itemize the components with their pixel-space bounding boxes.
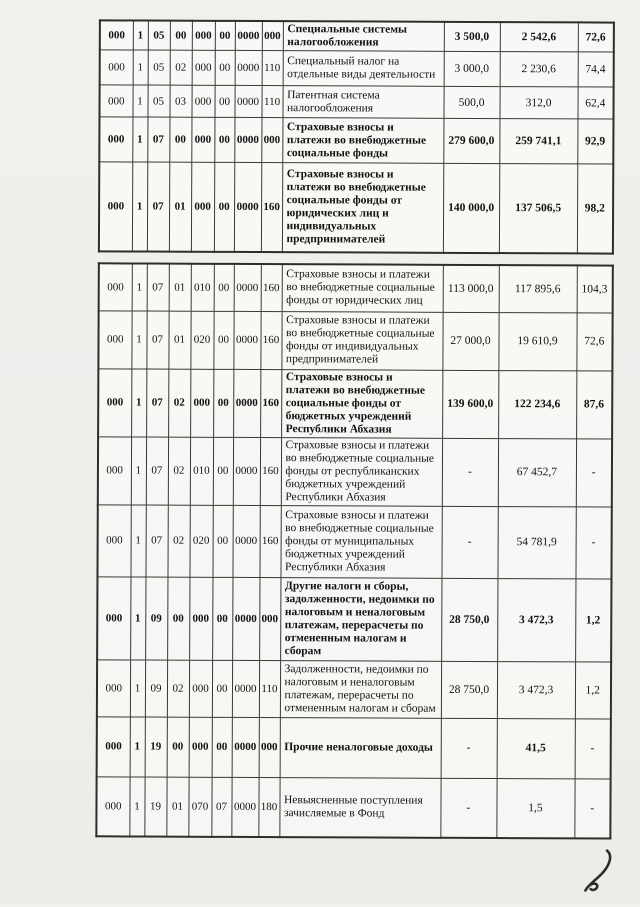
percent-cell: 92,9: [577, 119, 613, 164]
code-cell: 01: [169, 162, 191, 251]
executed-amount-cell: 312,0: [499, 87, 577, 119]
code-cell: 000: [190, 369, 213, 437]
code-cell: 0000: [234, 85, 261, 117]
executed-amount-cell: 2 230,6: [500, 52, 578, 87]
code-cell: 01: [169, 264, 191, 311]
handwritten-page-number: [576, 847, 622, 897]
budget-table-upper-body: [99, 20, 614, 253]
name-cell: Страховые взносы и платежи во внебюджетные социальные фонды от муниципальных бюджетных учреждений Республики Абхазия: [280, 505, 441, 578]
planned-amount-cell: -: [441, 506, 497, 578]
table-row: [98, 436, 612, 506]
code-cell: 01: [166, 777, 188, 837]
percent-cell: -: [575, 506, 611, 578]
code-cell: 000: [189, 717, 212, 777]
code-cell: 19: [144, 777, 166, 837]
percent-cell: 98,2: [577, 164, 613, 253]
percent-cell: 1,2: [575, 661, 611, 718]
name-cell: Страховые взносы и платежи во внебюджетные социальные фонды от бюджетных учреждений Республики Абхазия: [281, 369, 442, 438]
code-cell: 0000: [232, 660, 259, 717]
name-cell: Другие налоги и сборы, задолженности, недоимки по налоговым и неналоговым платежам, перерасчеты по отмененным налогам и сборам: [280, 577, 441, 661]
code-cell: 1: [130, 504, 145, 576]
table-row: [99, 85, 613, 119]
code-cell: 0000: [233, 369, 260, 437]
code-cell: 000: [259, 717, 280, 777]
code-cell: 0000: [232, 505, 259, 577]
code-cell: 0000: [235, 50, 262, 85]
code-cell: 03: [169, 85, 191, 117]
planned-amount-cell: 139 600,0: [442, 370, 498, 438]
code-cell: 00: [214, 264, 234, 311]
code-cell: 1: [132, 117, 147, 162]
code-cell: 000: [191, 162, 214, 251]
executed-amount-cell: 2 542,6: [500, 22, 578, 52]
code-cell: 1: [133, 20, 148, 50]
code-cell: 110: [259, 660, 280, 717]
code-cell: 07: [146, 437, 168, 505]
code-cell: 02: [167, 505, 189, 577]
code-cell: 000: [100, 20, 133, 50]
name-cell: Задолженности, недоимки по налоговым и неналоговым платежам, перерасчеты по отмененным налогам и сборам: [280, 660, 441, 718]
table-row: [97, 504, 611, 578]
name-cell: Страховые взносы и платежи во внебюджетные социальные фонды от индивидуальных предпринимателей: [281, 311, 442, 370]
code-cell: 07: [146, 311, 168, 369]
code-cell: 07: [147, 264, 169, 311]
code-cell: 00: [167, 577, 189, 660]
code-cell: 160: [260, 369, 281, 437]
code-cell: 1: [132, 162, 147, 251]
code-cell: 110: [262, 51, 283, 86]
code-cell: 00: [214, 162, 234, 251]
code-cell: 160: [260, 311, 281, 369]
code-cell: 09: [145, 577, 167, 660]
executed-amount-cell: 67 452,7: [498, 438, 576, 506]
code-cell: 1: [131, 436, 146, 504]
code-cell: 00: [212, 717, 232, 777]
code-cell: 000: [98, 368, 131, 436]
code-cell: 07: [146, 369, 168, 437]
code-cell: 000: [189, 577, 212, 660]
code-cell: 000: [98, 436, 131, 504]
budget-table-lower-body: [96, 263, 612, 838]
code-cell: 07: [145, 505, 167, 577]
executed-amount-cell: 122 234,6: [498, 370, 576, 438]
code-cell: 000: [99, 263, 132, 310]
code-cell: 1: [132, 85, 147, 117]
code-cell: 01: [168, 311, 190, 369]
budget-table-upper: [98, 19, 615, 254]
table-row: [99, 162, 613, 253]
percent-cell: 72,6: [576, 312, 612, 370]
budget-table-lower: [95, 262, 614, 839]
planned-amount-cell: -: [440, 778, 496, 838]
planned-amount-cell: -: [441, 718, 497, 778]
name-cell: Патентная система налогообложения: [282, 86, 443, 119]
code-cell: 000: [99, 162, 132, 251]
planned-amount-cell: 27 000,0: [442, 312, 498, 370]
code-cell: 000: [192, 21, 215, 51]
code-cell: 00: [214, 85, 234, 117]
code-cell: 00: [214, 117, 234, 162]
name-cell: Прочие неналоговые доходы: [280, 717, 441, 778]
code-cell: 00: [215, 21, 235, 51]
code-cell: 1: [130, 576, 145, 659]
percent-cell: 1,2: [575, 578, 611, 661]
code-cell: 010: [190, 437, 213, 505]
executed-amount-cell: 19 610,9: [498, 312, 576, 370]
code-cell: 000: [98, 310, 131, 368]
percent-cell: -: [576, 438, 612, 506]
code-cell: 00: [167, 717, 189, 777]
code-cell: 0000: [234, 117, 261, 162]
name-cell: Невыясненные поступления зачисляемые в Фонд: [279, 777, 440, 838]
planned-amount-cell: -: [442, 438, 498, 506]
code-cell: 0000: [232, 717, 259, 777]
code-cell: 000: [100, 50, 133, 85]
code-cell: 05: [147, 85, 169, 117]
code-cell: 1: [133, 50, 148, 85]
table-row: [96, 776, 610, 838]
code-cell: 0000: [233, 437, 260, 505]
code-cell: 000: [99, 85, 132, 117]
code-cell: 000: [99, 117, 132, 162]
executed-amount-cell: 259 741,1: [499, 119, 577, 164]
planned-amount-cell: 28 750,0: [441, 661, 497, 718]
executed-amount-cell: 137 506,5: [499, 164, 577, 253]
code-cell: 0000: [232, 577, 259, 660]
code-cell: 0000: [234, 264, 261, 311]
code-cell: 160: [260, 437, 281, 505]
code-cell: 1: [129, 776, 144, 836]
code-cell: 02: [168, 369, 190, 437]
code-cell: 07: [147, 117, 169, 162]
code-cell: 160: [261, 264, 282, 311]
planned-amount-cell: 3 000,0: [444, 51, 500, 86]
code-cell: 000: [189, 660, 212, 717]
table-row: [98, 368, 612, 438]
code-cell: 000: [262, 21, 283, 51]
code-cell: 00: [212, 505, 232, 577]
code-cell: 0000: [233, 311, 260, 369]
table-row: [98, 310, 612, 370]
code-cell: 07: [211, 777, 231, 837]
name-cell: Специальный налог на отдельные виды деятельности: [283, 51, 444, 87]
table-row: [100, 20, 614, 52]
code-cell: 020: [189, 505, 212, 577]
percent-cell: 104,3: [577, 265, 613, 312]
percent-cell: -: [575, 718, 611, 778]
executed-amount-cell: 117 895,6: [499, 265, 577, 312]
code-cell: 000: [97, 576, 130, 659]
code-cell: 020: [190, 311, 213, 369]
code-cell: 1: [130, 659, 145, 716]
code-cell: 00: [170, 21, 192, 51]
code-cell: 00: [213, 369, 233, 437]
code-cell: 000: [259, 577, 280, 660]
table-row: [97, 716, 611, 778]
code-cell: 180: [258, 777, 279, 837]
code-cell: 00: [212, 660, 232, 717]
planned-amount-cell: 28 750,0: [441, 578, 497, 661]
percent-cell: -: [574, 778, 610, 838]
code-cell: 00: [215, 50, 235, 85]
percent-cell: 72,6: [578, 22, 614, 52]
code-cell: 09: [145, 660, 167, 717]
executed-amount-cell: 41,5: [497, 718, 575, 778]
code-cell: 02: [167, 660, 189, 717]
code-cell: 0000: [231, 777, 258, 837]
code-cell: 00: [213, 437, 233, 505]
name-cell: Страховые взносы и платежи во внебюджетные социальные фонды от республиканских бюджетных учреждений Республики Абхазия: [281, 437, 442, 506]
executed-amount-cell: 3 472,3: [497, 661, 575, 718]
code-cell: 000: [97, 716, 130, 776]
code-cell: 000: [192, 50, 215, 85]
code-cell: 1: [131, 368, 146, 436]
code-cell: 1: [130, 716, 145, 776]
table-row: [97, 659, 611, 718]
executed-amount-cell: 1,5: [496, 778, 574, 838]
code-cell: 1: [132, 263, 147, 310]
code-cell: 160: [259, 505, 280, 577]
code-cell: 160: [261, 163, 282, 252]
code-cell: 000: [97, 504, 130, 576]
code-cell: 000: [261, 118, 282, 163]
table-row: [97, 576, 611, 661]
planned-amount-cell: 140 000,0: [443, 163, 499, 252]
planned-amount-cell: 113 000,0: [443, 265, 499, 312]
executed-amount-cell: 3 472,3: [497, 578, 575, 661]
name-cell: Страховые взносы и платежи во внебюджетные социальные фонды: [282, 118, 443, 164]
code-cell: 000: [96, 776, 129, 836]
name-cell: Страховые взносы и платежи во внебюджетные социальные фонды от юридических лиц и индивидуальных предпринимателей: [282, 163, 443, 253]
code-cell: 1: [131, 310, 146, 368]
code-cell: 00: [213, 311, 233, 369]
planned-amount-cell: 279 600,0: [443, 118, 499, 163]
code-cell: 000: [191, 85, 214, 117]
code-cell: 010: [191, 264, 214, 311]
executed-amount-cell: 54 781,9: [497, 506, 575, 578]
planned-amount-cell: 500,0: [443, 86, 499, 118]
code-cell: 00: [169, 117, 191, 162]
code-cell: 00: [212, 577, 232, 660]
code-cell: 000: [191, 117, 214, 162]
table-row: [99, 117, 613, 164]
code-cell: 070: [188, 777, 211, 837]
code-cell: 110: [261, 86, 282, 118]
code-cell: 07: [147, 162, 169, 251]
name-cell: Страховые взносы и платежи во внебюджетные социальные фонды от юридических лиц: [282, 264, 443, 312]
percent-cell: 87,6: [576, 370, 612, 438]
table-row: [99, 263, 613, 312]
code-cell: 02: [168, 437, 190, 505]
code-cell: 0000: [235, 21, 262, 51]
code-cell: 000: [97, 659, 130, 716]
table-row: [100, 50, 614, 87]
code-cell: 02: [170, 50, 192, 85]
handwritten-2-icon: [576, 847, 622, 897]
code-cell: 0000: [234, 162, 261, 251]
code-cell: 05: [148, 50, 170, 85]
name-cell: Специальные системы налогообложения: [283, 21, 444, 51]
code-cell: 19: [145, 717, 167, 777]
planned-amount-cell: 3 500,0: [444, 22, 500, 52]
percent-cell: 62,4: [577, 87, 613, 119]
percent-cell: 74,4: [578, 52, 614, 87]
code-cell: 05: [148, 21, 170, 51]
